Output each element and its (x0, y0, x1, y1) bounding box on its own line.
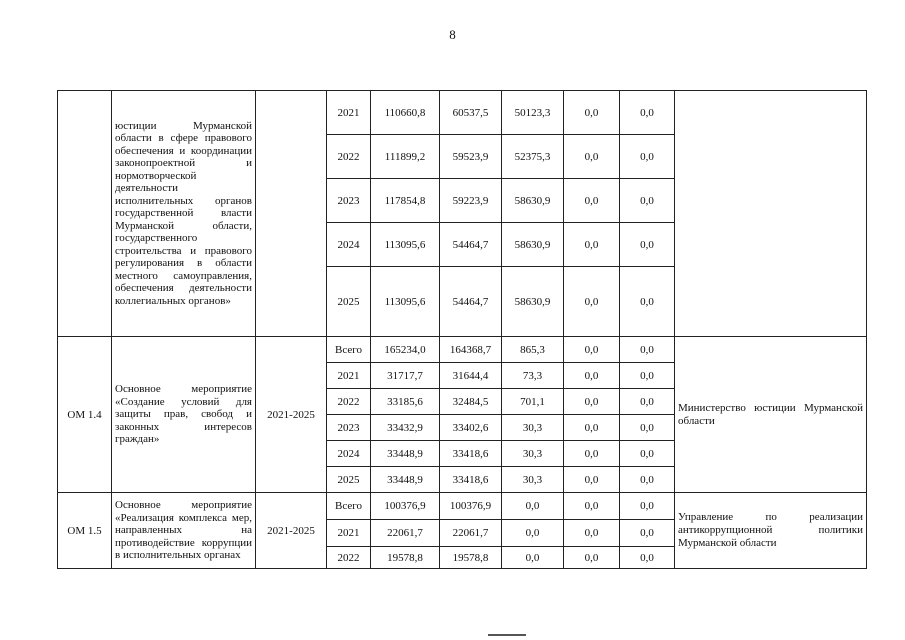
responsible-executor (675, 91, 867, 337)
measure-name-text: юстиции Мурманской области в сфере правового обеспечения и координации законопроектной и нормотворческой деятельности исполнительных органов государственной власти Мурманской области, государственного строительства и правового регулирования в области местного самоуправления, обеспечения деятельности коллегиальных органов» (115, 119, 252, 307)
table-row (58, 91, 867, 135)
value-cell-c4: 0,0 (564, 520, 620, 547)
measure-code (58, 91, 112, 337)
value-cell-c5: 0,0 (620, 267, 675, 337)
value-cell-c1: 19578,8 (371, 547, 440, 569)
value-cell-c4: 0,0 (564, 363, 620, 389)
value-cell-c1: 100376,9 (371, 493, 440, 520)
value-cell-c4: 0,0 (564, 467, 620, 493)
value-cell-c5: 0,0 (620, 91, 675, 135)
value-cell-c4: 0,0 (564, 389, 620, 415)
value-cell-c2: 33418,6 (440, 467, 502, 493)
value-cell-c5: 0,0 (620, 547, 675, 569)
value-cell-c1: 111899,2 (371, 135, 440, 179)
year-cell: 2024 (327, 441, 371, 467)
year-cell: 2024 (327, 223, 371, 267)
value-cell-c2: 59523,9 (440, 135, 502, 179)
value-cell-c5: 0,0 (620, 223, 675, 267)
value-cell-c5: 0,0 (620, 363, 675, 389)
value-cell-c3: 0,0 (502, 520, 564, 547)
value-cell-c4: 0,0 (564, 415, 620, 441)
value-cell-c5: 0,0 (620, 337, 675, 363)
value-cell-c2: 100376,9 (440, 493, 502, 520)
value-cell-c3: 73,3 (502, 363, 564, 389)
measure-name (112, 91, 256, 337)
value-cell-c3: 865,3 (502, 337, 564, 363)
responsible-executor: Управление по реализации антикоррупционной политики Мурманской области (675, 493, 867, 569)
year-cell: 2022 (327, 135, 371, 179)
value-cell-c1: 113095,6 (371, 223, 440, 267)
measure-period (256, 91, 327, 337)
value-cell-c1: 33185,6 (371, 389, 440, 415)
year-cell: 2023 (327, 415, 371, 441)
value-cell-c4: 0,0 (564, 223, 620, 267)
measure-code: ОМ 1.5 (58, 493, 112, 569)
value-cell-c5: 0,0 (620, 389, 675, 415)
value-cell-c4: 0,0 (564, 493, 620, 520)
value-cell-c3: 30,3 (502, 415, 564, 441)
value-cell-c1: 33448,9 (371, 441, 440, 467)
value-cell-c4: 0,0 (564, 135, 620, 179)
table-row (58, 493, 867, 520)
value-cell-c1: 31717,7 (371, 363, 440, 389)
value-cell-c1: 22061,7 (371, 520, 440, 547)
value-cell-c1: 117854,8 (371, 179, 440, 223)
value-cell-c1: 33448,9 (371, 467, 440, 493)
value-cell-c2: 164368,7 (440, 337, 502, 363)
value-cell-c2: 22061,7 (440, 520, 502, 547)
value-cell-c3: 58630,9 (502, 179, 564, 223)
value-cell-c3: 52375,3 (502, 135, 564, 179)
value-cell-c2: 59223,9 (440, 179, 502, 223)
measure-period: 2021-2025 (256, 337, 327, 493)
year-cell: 2022 (327, 547, 371, 569)
year-cell: 2022 (327, 389, 371, 415)
measure-name (112, 493, 256, 569)
value-cell-c1: 113095,6 (371, 267, 440, 337)
value-cell-c2: 60537,5 (440, 91, 502, 135)
value-cell-c3: 58630,9 (502, 223, 564, 267)
value-cell-c3: 0,0 (502, 547, 564, 569)
measure-code: ОМ 1.4 (58, 337, 112, 493)
value-cell-c2: 54464,7 (440, 223, 502, 267)
value-cell-c2: 33418,6 (440, 441, 502, 467)
footer-mark (488, 634, 526, 636)
value-cell-c3: 0,0 (502, 493, 564, 520)
value-cell-c1: 165234,0 (371, 337, 440, 363)
measure-period: 2021-2025 (256, 493, 327, 569)
value-cell-c5: 0,0 (620, 441, 675, 467)
value-cell-c5: 0,0 (620, 467, 675, 493)
value-cell-c1: 33432,9 (371, 415, 440, 441)
value-cell-c5: 0,0 (620, 520, 675, 547)
value-cell-c2: 54464,7 (440, 267, 502, 337)
value-cell-c5: 0,0 (620, 135, 675, 179)
value-cell-c1: 110660,8 (371, 91, 440, 135)
value-cell-c3: 30,3 (502, 467, 564, 493)
value-cell-c5: 0,0 (620, 493, 675, 520)
value-cell-c5: 0,0 (620, 415, 675, 441)
value-cell-c3: 50123,3 (502, 91, 564, 135)
year-cell: 2025 (327, 267, 371, 337)
value-cell-c3: 58630,9 (502, 267, 564, 337)
budget-table (57, 90, 867, 569)
page-number: 8 (449, 27, 456, 42)
value-cell-c4: 0,0 (564, 91, 620, 135)
value-cell-c3: 701,1 (502, 389, 564, 415)
value-cell-c2: 33402,6 (440, 415, 502, 441)
value-cell-c4: 0,0 (564, 179, 620, 223)
value-cell-c3: 30,3 (502, 441, 564, 467)
value-cell-c4: 0,0 (564, 441, 620, 467)
value-cell-c4: 0,0 (564, 337, 620, 363)
value-cell-c4: 0,0 (564, 547, 620, 569)
year-cell: 2021 (327, 91, 371, 135)
measure-name (112, 337, 256, 493)
year-cell: 2023 (327, 179, 371, 223)
year-cell: 2025 (327, 467, 371, 493)
measure-name-text: Основное мероприятие «Создание условий для защиты прав, свобод и законных интересов граждан» (115, 383, 252, 446)
responsible-executor: Министерство юстиции Мурманской области (675, 337, 867, 493)
value-cell-c2: 19578,8 (440, 547, 502, 569)
year-cell: Всего (327, 493, 371, 520)
value-cell-c5: 0,0 (620, 179, 675, 223)
measure-name-text: Основное мероприятие «Реализация комплекса мер, направленных на противодействие коррупции в исполнительных органах (115, 499, 252, 562)
value-cell-c2: 32484,5 (440, 389, 502, 415)
table-row (58, 337, 867, 363)
value-cell-c4: 0,0 (564, 267, 620, 337)
year-cell: 2021 (327, 363, 371, 389)
year-cell: Всего (327, 337, 371, 363)
year-cell: 2021 (327, 520, 371, 547)
value-cell-c2: 31644,4 (440, 363, 502, 389)
